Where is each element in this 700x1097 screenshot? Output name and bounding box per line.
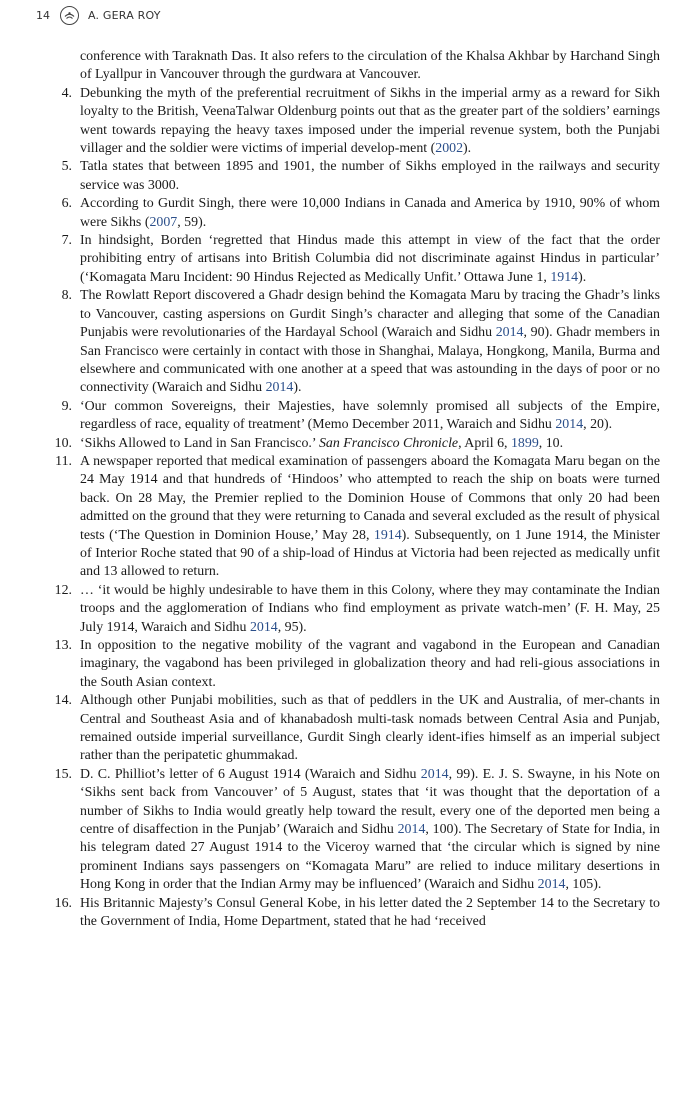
endnote-number-label: 11. <box>55 453 72 469</box>
citation-year-link[interactable]: 1899 <box>510 435 539 451</box>
endnote-item <box>50 435 660 453</box>
endnote-item <box>50 158 660 195</box>
publication-title: San Francisco Chronicle <box>318 435 459 451</box>
endnote-text-run: D. C. Philliot’s letter of 6 August 1914 (Waraich and Sidhu <box>80 766 421 782</box>
endnote-text-run: His Britannic Majesty’s Consul General Kobe, in his letter dated the 2 September 14 to the Secretary to the Government of India, Home Department, stated that he had ‘received <box>80 895 660 930</box>
endnote-text-run: , 95). <box>277 619 307 635</box>
endnote-text-run: , 99). E. J. S. Swayne, in his Note on ‘Sikhs sent back from Vancouver’ of 5 August, states that ‘it was thought that the deportation of a number of Sikhs to India would greatly help toward the result, every one of the deported men being a centre of disaffection in the Punjab’ (Waraich and Sidhu <box>80 766 661 838</box>
endnote-text-run: , 59). <box>177 214 207 230</box>
endnote-item <box>50 637 660 692</box>
endnote-text-run: , 20). <box>583 417 613 433</box>
endnote-item <box>50 287 660 397</box>
endnote-text <box>80 195 660 232</box>
endnote-text-run: Debunking the myth of the preferential recruitment of Sikhs in the imperial army as a reward for Sikh loyalty to the British, VeenaTalwar Oldenburg points out that as the greater part of the soldiers’ earnings went towards repaying the heavy taxes imposed under the imperial revenue system, both the Punjabi villager and the soldier were victims of imperial develop-ment ( <box>80 85 660 157</box>
endnote-number <box>50 435 80 453</box>
endnote-number-label: 12. <box>54 582 72 598</box>
endnote-text <box>80 582 660 637</box>
endnote-text-run: A newspaper reported that medical examination of passengers aboard the Komagata Maru began on the 24 May 1914 and that hundreds of ‘Hindoos’ who attempted to reach the ship on boats were turned back. On 28 May, the Premier replied to the Dominion House of Commons that only 20 had been admitted on the ground that they were returning to Canada and several excluded as the result of physical tests (‘The Question in Dominion House,’ May 28, <box>80 453 660 543</box>
citation-year-link[interactable]: 2014 <box>537 877 566 893</box>
endnote-number <box>50 637 80 692</box>
endnote-number <box>50 398 80 435</box>
endnote-text-run: ‘Our common Sovereigns, their Majesties, have solemnly promised all subjects of the Empire, regardless of race, equality of treatment’ (Memo December 2011, Waraich and Sidhu <box>80 398 660 433</box>
endnote-number <box>50 158 80 195</box>
endnote-text-run: ). <box>463 141 472 157</box>
endnote-text-run: In opposition to the negative mobility of the vagrant and vagabond in the European and Canadian imaginary, the vagabond has been privileged in globalization theory and had reli-gious associations in the South Asian context. <box>80 638 660 690</box>
running-header <box>36 4 161 26</box>
endnote-text <box>80 435 660 453</box>
endnote-number-label: 15. <box>54 766 72 782</box>
page-number: 14 <box>36 8 50 22</box>
citation-year-link[interactable]: 2014 <box>265 380 294 396</box>
endnote-item <box>50 766 660 895</box>
endnotes-list <box>50 48 660 932</box>
citation-year-link[interactable]: 2014 <box>420 766 449 782</box>
publisher-logo-icon <box>60 6 79 25</box>
endnote-item <box>50 232 660 287</box>
endnote-text <box>80 85 660 159</box>
citation-year-link[interactable]: 2014 <box>495 325 524 341</box>
endnote-text <box>80 232 660 287</box>
endnote-number <box>50 232 80 287</box>
endnote-text <box>80 287 660 397</box>
endnote-number <box>50 287 80 397</box>
endnote-text-run: ). <box>578 269 587 285</box>
endnote-text <box>80 398 660 435</box>
endnote-number <box>50 895 80 932</box>
endnote-item <box>50 895 660 932</box>
endnote-text <box>80 766 660 895</box>
citation-year-link[interactable]: 2007 <box>149 214 178 230</box>
endnote-text-run: ‘Sikhs Allowed to Land in San Francisco.’ <box>80 435 319 451</box>
endnote-item <box>50 85 660 159</box>
endnote-number-label: 5. <box>61 159 72 175</box>
citation-year-link[interactable]: 1914 <box>550 269 579 285</box>
endnote-item <box>50 398 660 435</box>
endnote-number-label: 6. <box>61 196 72 212</box>
endnote-text-run: ). <box>293 380 302 396</box>
endnote-number-label: 8. <box>61 288 72 304</box>
citation-year-link[interactable]: 2014 <box>397 822 426 838</box>
citation-year-link[interactable]: 2002 <box>435 141 464 157</box>
endnote-number-label: 13. <box>54 638 72 653</box>
endnote-number <box>50 453 80 582</box>
endnote-text-run: , April 6, <box>458 435 511 451</box>
endnote-text-run: , 90). Ghadr members in San Francisco were certainly in contact with those in Shanghai, Malaya, Hongkong, Manila, Burma and elsewhere and communicated with one another at a speed that was astounding in the days of poor or no connectivity (Waraich and Sidhu <box>80 325 660 396</box>
endnote-number <box>50 85 80 159</box>
endnote-text-run: ). Subsequently, on 1 June 1914, the Minister of Interior Roche stated that 90 of a ship-load of Hindus at Victoria had been rejected as medically unfit and 13 allowed to return. <box>80 527 660 580</box>
endnote-number <box>50 766 80 895</box>
endnote-item <box>50 453 660 582</box>
endnote-text-run: According to Gurdit Singh, there were 10,000 Indians in Canada and America by 1910, 90% of whom were Sikhs ( <box>80 196 660 230</box>
endnote-text-run: The Rowlatt Report discovered a Ghadr design behind the Komagata Maru by tracing the Ghadr’s links to Vancouver, casting aspersions on Gurdit Singh’s character and alleging that some of the Canadian Punjabis were revolutionaries of the Hardayal School (Waraich and Sidhu <box>80 288 660 341</box>
citation-year-link[interactable]: 1914 <box>373 527 402 543</box>
endnote-text <box>80 637 660 692</box>
endnote-text-run: Although other Punjabi mobilities, such as that of peddlers in the UK and Australia, of mer-chants in Central and Southeast Asia and of khanabadosh multi-task nomads between Central Asia and Punjab, remained outside imperial surveillance, Gurdit Singh clearly ident-ifies himself as an imperial subject rather than the peripatetic ghummakad. <box>80 693 660 764</box>
endnote-text <box>80 895 660 932</box>
endnote-number <box>50 195 80 232</box>
endnote-text-run: , 100). The Secretary of State for India, in his telegram dated 27 August 1914 to the Viceroy warned that ‘the circular which is signed by nine prominent Indians says passengers on “Komagata Maru” are relied to induce military desertions in Hong Kong in order that the Indian Army may be influenced’ (Waraich and Sidhu <box>80 822 660 893</box>
running-head-author: A. GERA ROY <box>88 8 161 22</box>
endnote-number <box>50 692 80 766</box>
citation-year-link[interactable]: 2014 <box>249 619 278 635</box>
endnote-number-label: 9. <box>61 398 72 414</box>
endnote-number-label: 10. <box>54 435 72 451</box>
endnote-text-run: … ‘it would be highly undesirable to have them in this Colony, where they may contaminate the Indian troops and the agglomeration of Indians who find employment as private watch-men’ (F. H. May, 25 July 1914, Waraich and Sidhu <box>80 582 660 635</box>
endnote-item <box>50 195 660 232</box>
endnote-number-label: 16. <box>54 895 72 911</box>
endnote-number <box>50 582 80 637</box>
endnote-text-run: Tatla states that between 1895 and 1901, the number of Sikhs employed in the railways and security service was 3000. <box>80 159 660 193</box>
endnote-text <box>80 48 660 85</box>
endnote-text <box>80 692 660 766</box>
endnote-text-run: , 105). <box>565 877 602 893</box>
endnote-text-run: In hindsight, Borden ‘regretted that Hindus made this attempt in view of the fact that the order prohibiting entry of artisans into British Columbia did not discriminate against Hindus in particular’ (‘Komagata Maru Incident: 90 Hindus Rejected as Medically Unfit.’ Ottawa June 1, <box>80 233 660 285</box>
endnote-number-label: 4. <box>61 85 72 101</box>
endnote-text-run: , 10. <box>538 435 564 451</box>
citation-year-link[interactable]: 2014 <box>555 417 584 433</box>
endnote-number-label: 7. <box>61 233 72 249</box>
endnote-text <box>80 158 660 195</box>
endnote-item <box>50 582 660 637</box>
endnote-item <box>50 692 660 766</box>
endnote-text-run: conference with Taraknath Das. It also refers to the circulation of the Khalsa Akhbar by Harchand Singh of Lyallpur in Vancouver through the gurdwara at Vancouver. <box>80 49 660 83</box>
endnote-text <box>80 453 660 582</box>
endnote-number-label: 14. <box>54 693 72 709</box>
endnote-item <box>50 48 660 85</box>
